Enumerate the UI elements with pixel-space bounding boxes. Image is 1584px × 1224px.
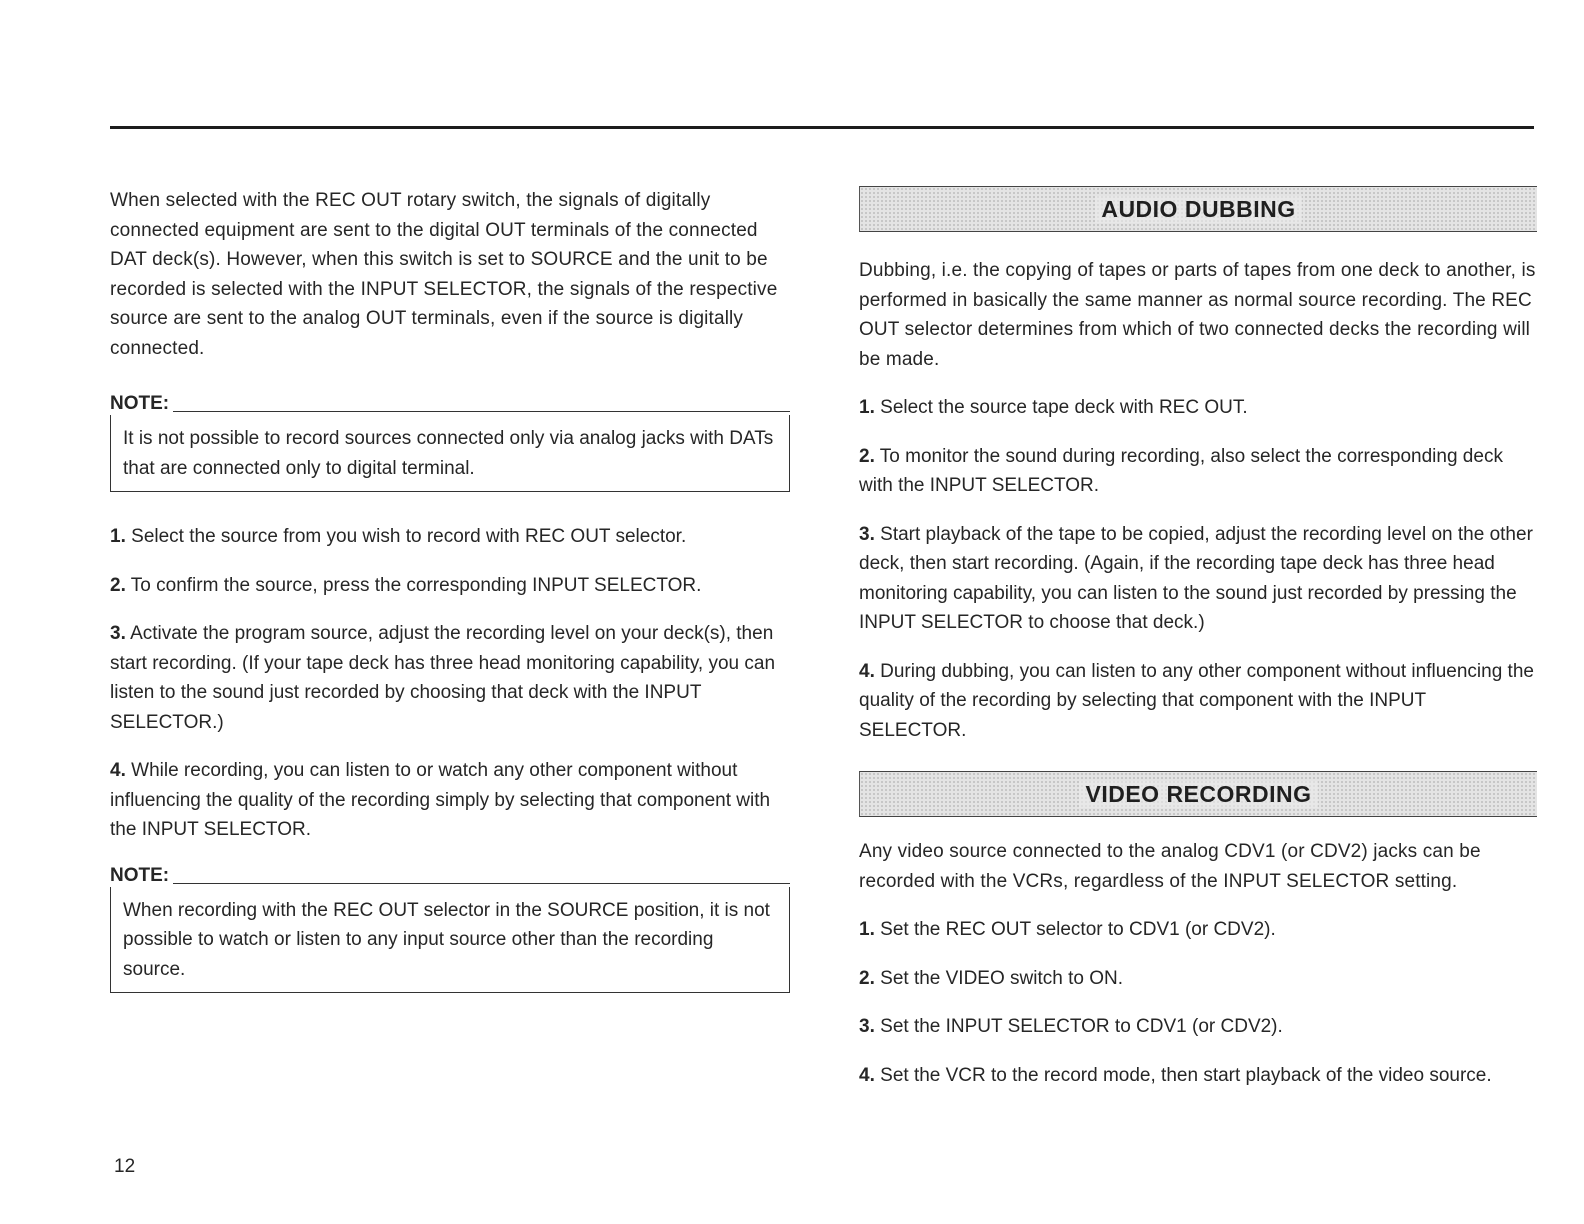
- note-label: NOTE:: [110, 865, 790, 887]
- step-2: 2. To confirm the source, press the corresponding INPUT SELECTOR.: [110, 574, 702, 596]
- note-box: [110, 415, 790, 492]
- section-header-audio-dubbing: AUDIO DUBBING: [859, 186, 1537, 232]
- step-3: 3. Activate the program source, adjust the recording level on your deck(s), then start recording. (If your tape deck has three head monitoring capability, you can listen to the sound just recorded by choosing that deck with the INPUT SELECTOR.): [110, 623, 776, 733]
- note-text: It is not possible to record sources connected only via analog jacks with DATs that are connected only to digital terminal.: [123, 428, 774, 479]
- right-column: [859, 186, 1537, 1090]
- intro-paragraph: When selected with the REC OUT rotary switch, the signals of digitally connected equipment are sent to the digital OUT terminals of the connected DAT deck(s). However, when this switch is set to SOURCE and the unit to be recorded is selected with the INPUT SELECTOR, the signals of the respective source are sent to the analog OUT terminals, even if the source is digitally connected.: [110, 190, 778, 359]
- audio-dubbing-intro: Dubbing, i.e. the copying of tapes or parts of tapes from one deck to another, is performed in basically the same manner as normal source recording. The REC OUT selector determines from which of two connected decks the recording will be made.: [859, 260, 1536, 370]
- step-4: 4. Set the VCR to the record mode, then start playback of the video source.: [859, 1064, 1492, 1086]
- step-4: 4. During dubbing, you can listen to any other component without influencing the quality of the recording by selecting that component with the INPUT SELECTOR.: [859, 660, 1534, 741]
- step-3: 3. Set the INPUT SELECTOR to CDV1 (or CDV2).: [859, 1016, 1283, 1037]
- step-3: 3. Start playback of the tape to be copied, adjust the recording level on the other deck, then start recording. (Again, if the recording tape deck has three head monitoring capability, you can listen to the sound just recorded by pressing the INPUT SELECTOR to choose that deck.): [859, 523, 1533, 633]
- header-rule: [110, 126, 1534, 129]
- step-1: 1. Select the source from you wish to record with REC OUT selector.: [110, 526, 687, 547]
- note-text: When recording with the REC OUT selector in the SOURCE position, it is not possible to watch or listen to any input source other than the recording source.: [123, 899, 770, 980]
- section-header-video-recording: VIDEO RECORDING: [859, 771, 1537, 817]
- note-label: NOTE:: [110, 393, 790, 415]
- step-4: 4. While recording, you can listen to or watch any other component without influencing the quality of the recording simply by selecting that component with the INPUT SELECTOR.: [110, 760, 771, 840]
- step-2: 2. Set the VIDEO switch to ON.: [859, 967, 1124, 989]
- step-2: 2. To monitor the sound during recording, also select the corresponding deck with the INPUT SELECTOR.: [859, 445, 1503, 496]
- step-1: 1. Set the REC OUT selector to CDV1 (or CDV2).: [859, 919, 1276, 940]
- step-1: 1. Select the source tape deck with REC OUT.: [859, 397, 1248, 418]
- note-box: [110, 887, 790, 994]
- left-column: [110, 186, 790, 993]
- video-recording-intro: Any video source connected to the analog CDV1 (or CDV2) jacks can be recorded with the VCRs, regardless of the INPUT SELECTOR setting.: [859, 841, 1481, 892]
- page-number: 12: [114, 1156, 136, 1177]
